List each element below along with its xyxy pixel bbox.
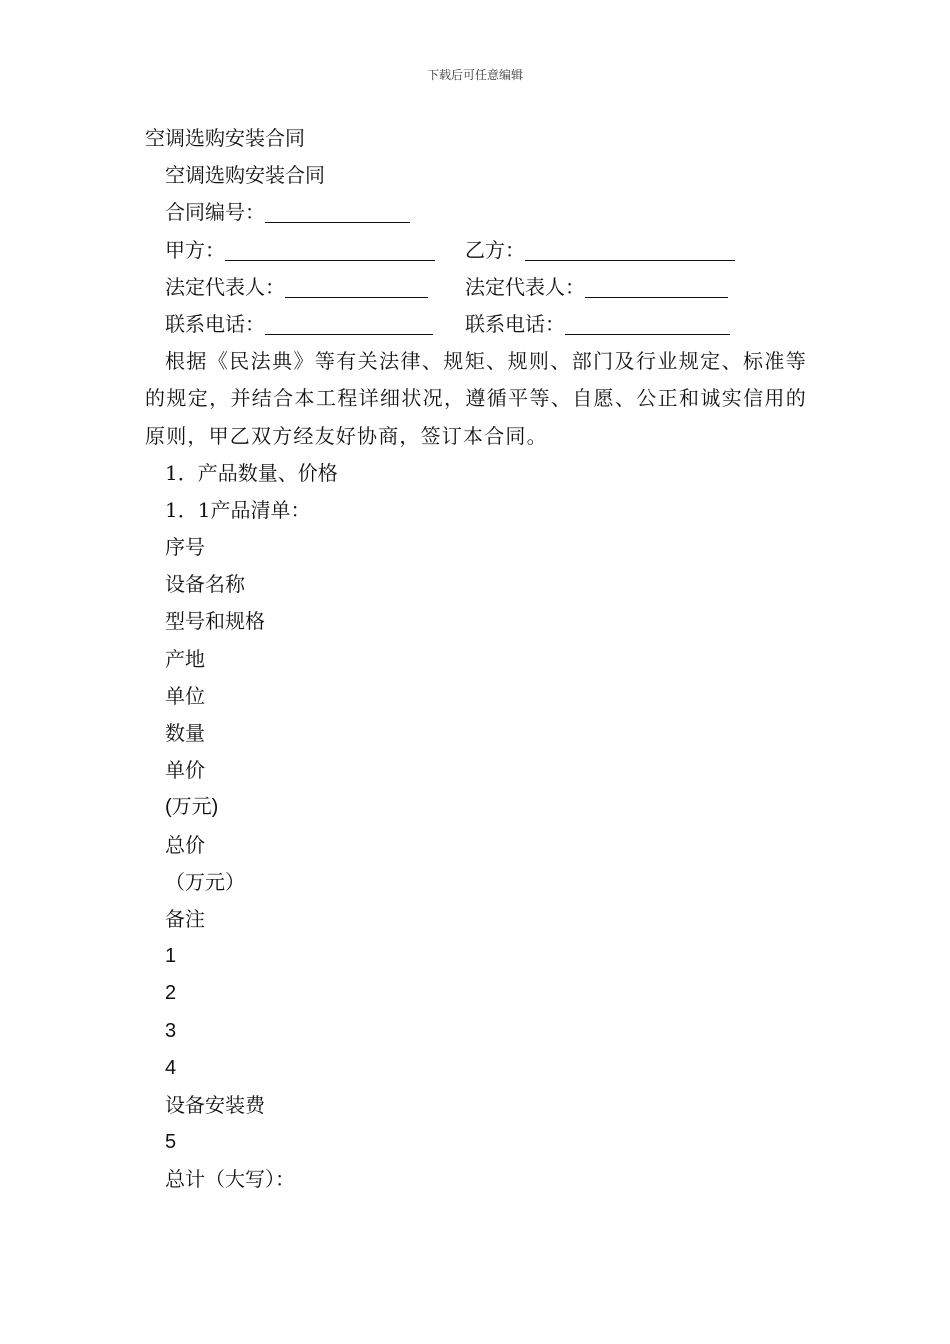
phone-a-label: 联系电话： <box>165 311 265 336</box>
contract-number-blank[interactable] <box>265 200 410 223</box>
contract-number-row <box>145 194 815 231</box>
document-subtitle: 空调选购安装合同 <box>165 163 325 188</box>
table-item: 总价 <box>165 832 205 857</box>
table-item: 产地 <box>165 646 205 671</box>
table-item: （万元） <box>165 869 245 894</box>
table-item: 3 <box>165 1019 177 1042</box>
party-a-blank[interactable] <box>225 238 435 261</box>
table-item: 总计（大写）： <box>165 1167 295 1192</box>
section-1-heading: 1．产品数量、价格 <box>165 460 338 485</box>
legal-rep-a-label: 法定代表人： <box>165 274 285 299</box>
legal-rep-a-blank[interactable] <box>285 275 428 298</box>
phone-row <box>145 306 815 343</box>
legal-rep-b-label: 法定代表人： <box>465 274 585 299</box>
product-table-items <box>145 529 815 1198</box>
document-title: 空调选购安装合同 <box>145 126 305 150</box>
phone-b-blank[interactable] <box>565 312 730 335</box>
phone-b-label: 联系电话： <box>465 311 565 336</box>
page-header-note: 下载后可任意编辑 <box>426 68 523 82</box>
party-b-label: 乙方： <box>465 237 525 262</box>
table-item: 备注 <box>165 906 205 931</box>
legal-representative-row <box>145 269 815 306</box>
table-item: 设备安装费 <box>165 1092 265 1117</box>
phone-a-blank[interactable] <box>265 312 433 335</box>
table-item: 型号和规格 <box>165 609 265 634</box>
table-item: 数量 <box>165 721 205 746</box>
legal-rep-b-blank[interactable] <box>585 275 728 298</box>
table-item: 4 <box>165 1056 177 1079</box>
table-item: 单位 <box>165 683 205 708</box>
contract-document <box>145 120 815 1198</box>
table-item: 2 <box>165 982 177 1005</box>
table-item: 5 <box>165 1131 177 1154</box>
table-item: 设备名称 <box>165 572 245 597</box>
table-item: 单价 <box>165 758 205 783</box>
table-item: 1 <box>165 945 177 968</box>
party-b-blank[interactable] <box>525 238 735 261</box>
intro-paragraph: 根据《民法典》等有关法律、规矩、规则、部门及行业规定、标准等的规定，并结合本工程详细状况，遵循平等、自愿、公正和诚实信用的原则，甲乙双方经友好协商，签订本合同。 <box>145 349 807 448</box>
parties-row <box>145 232 815 269</box>
table-item: (万元) <box>165 796 219 819</box>
contract-number-label: 合同编号： <box>165 200 265 225</box>
section-1-1-heading: 1．1产品清单： <box>165 497 311 522</box>
party-a-label: 甲方： <box>165 237 225 262</box>
table-item: 序号 <box>165 535 205 560</box>
